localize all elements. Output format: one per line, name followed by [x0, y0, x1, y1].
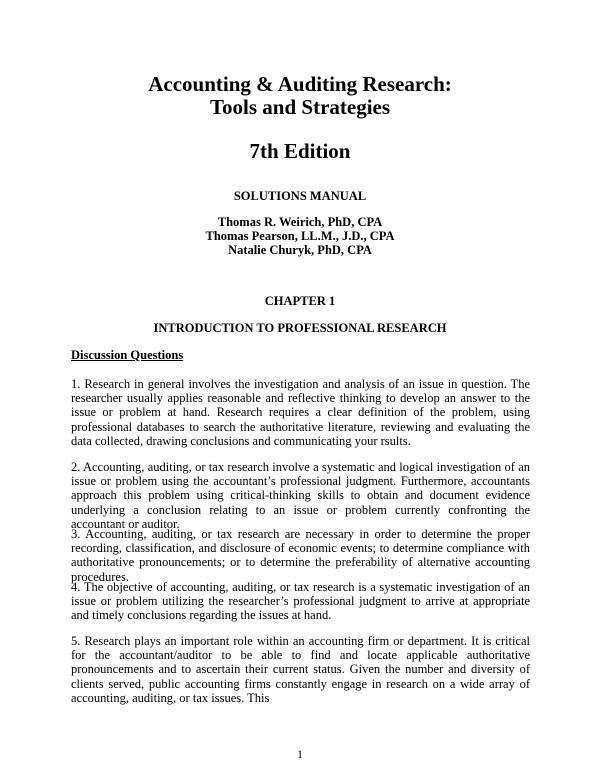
author-1: Thomas R. Weirich, PhD, CPA [217, 215, 383, 229]
author-2: Thomas Pearson, LL.M., J.D., CPA [205, 229, 395, 243]
book-title-line-1: Accounting & Auditing Research: [148, 72, 452, 96]
paragraph-4: 4. The objective of accounting, auditing, or tax research is a systematic investigation of an issue or problem utilizing the researcher’s professional judgment to arrive at appropriate and timely conclusions regarding the issues at hand. [71, 580, 530, 623]
paragraph-2: 2. Accounting, auditing, or tax research involve a systematic and logical investigation of an issue or problem using the accountant’s professional judgment. Furthermore, accountants approach this problem using critical-thinking skills to obtain and document evidence underlying a conclusion relating to an issue or problem currently confronting the accountant or auditor. [71, 460, 530, 531]
paragraph-5: 5. Research plays an important role within an accounting firm or department. It is critical for the accountant/auditor to be able to find and locate applicable authoritative pronouncements and to ascertain their current status. Given the number and diversity of clients served, public accounting firms constantly engage in research on a wide array of accounting, auditing, or tax issues. This [71, 634, 530, 705]
author-3: Natalie Churyk, PhD, CPA [228, 243, 372, 257]
page-number: 1 [297, 749, 303, 761]
book-title-line-2: Tools and Strategies [209, 95, 391, 119]
edition-label: 7th Edition [249, 139, 351, 163]
section-heading: Discussion Questions [71, 348, 184, 362]
chapter-title: INTRODUCTION TO PROFESSIONAL RESEARCH [153, 321, 447, 335]
paragraph-1: 1. Research in general involves the investigation and analysis of an issue in question. The researcher usually applies reasonable and reflective thinking to develop an answer to the issue or problem at hand. Research requires a clear definition of the problem, using professional databases to search the authoritative literature, reviewing and evaluating the data collected, drawing conclusions and communicating your rsults. [71, 377, 530, 448]
chapter-label: CHAPTER 1 [264, 294, 336, 308]
solutions-manual-label: SOLUTIONS MANUAL [233, 189, 367, 203]
paragraph-3: 3. Accounting, auditing, or tax research are necessary in order to determine the proper recording, classification, and disclosure of economic events; to determine compliance with authoritative pronouncements; or to determine the preferability of alternative accounting procedures. [71, 527, 530, 584]
